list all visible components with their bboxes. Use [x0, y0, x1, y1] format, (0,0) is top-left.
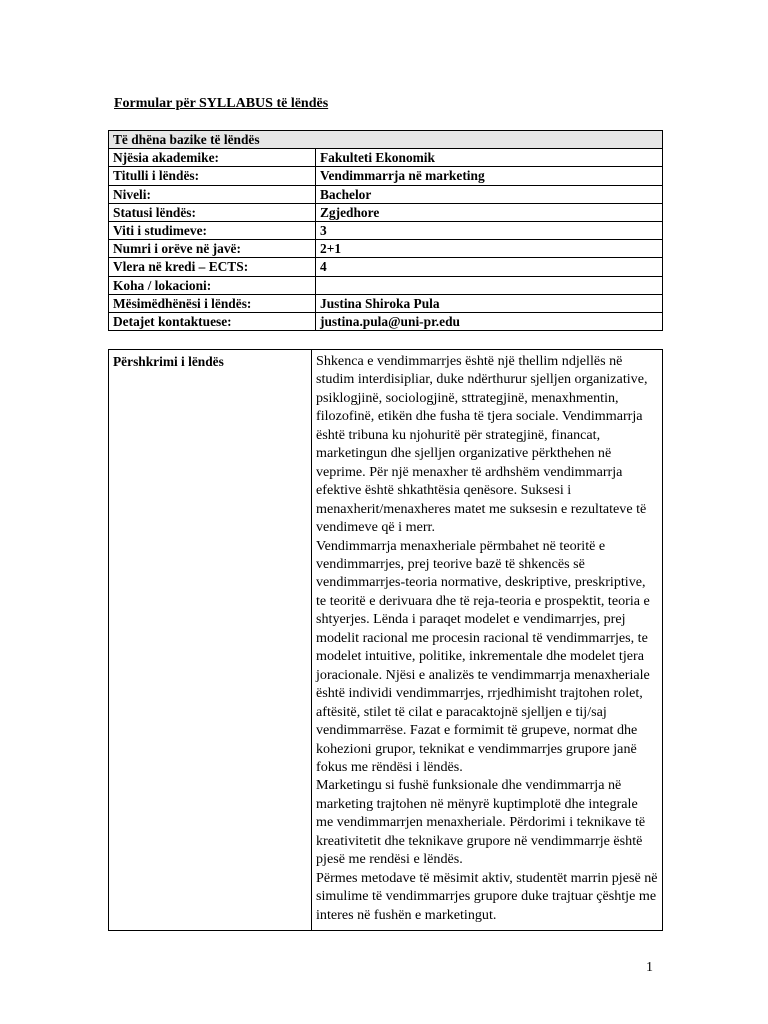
basic-info-header-row [109, 131, 663, 149]
basic-info-row [109, 222, 663, 240]
basic-info-row [109, 313, 663, 331]
field-label: Vlera në kredi – ECTS: [109, 258, 316, 276]
basic-info-row [109, 149, 663, 167]
field-value: Fakulteti Ekonomik [316, 149, 663, 167]
basic-info-row [109, 185, 663, 203]
description-table [108, 349, 663, 931]
page-title: Formular për SYLLABUS të lëndës [114, 96, 329, 111]
basic-info-row [109, 276, 663, 294]
field-value: justina.pula@uni-pr.edu [316, 313, 663, 331]
field-value: 4 [316, 258, 663, 276]
field-value: 2+1 [316, 240, 663, 258]
field-label: Titulli i lëndës: [109, 167, 316, 185]
basic-info-row [109, 167, 663, 185]
description-paragraph: Shkenca e vendimmarrjes është një thellim ndjellës në studim interdisipliar, duke ndërthurur sjelljen organizative, psiklogjinë, sociologjinë, sttrategjinë, menaxhmentin, filozofinë, etikën dhe fusha të tjera sociale. Vendimmarrja është tribuna ku njohuritë për strategjinë, financat, marketingun dhe sjelljen organizative përkthehen në veprime. Për një menaxher të ardhshëm vendimmarrja efektive është shkathtësia qenësore. Suksesi i menaxherit/menaxheres matet me suksesin e rezultateve të vendimeve që i merr. [316, 353, 648, 536]
field-label: Detajet kontaktuese: [109, 313, 316, 331]
field-label: Mësimëdhënësi i lëndës: [109, 294, 316, 312]
field-value: 3 [316, 222, 663, 240]
field-label: Statusi lëndës: [109, 203, 316, 221]
description-label: Përshkrimi i lëndës [109, 350, 312, 931]
field-value: Bachelor [316, 185, 663, 203]
basic-info-header: Të dhëna bazike të lëndës [109, 131, 663, 149]
field-value: Vendimmarrja në marketing [316, 167, 663, 185]
basic-info-row [109, 258, 663, 276]
field-label: Viti i studimeve: [109, 222, 316, 240]
description-paragraph: Marketingu si fushë funksionale dhe vendimmarrja në marketing trajtohen në mënyrë kuptimplotë dhe integrale me vendimmarrjen menaxheriale. Përdorimi i teknikave të kreativitetit dhe teknikave grupore në vendimmarrje është pjesë me rendësi e lëndës. [316, 777, 646, 868]
page-number: 1 [646, 960, 653, 975]
basic-info-row [109, 240, 663, 258]
field-value: Justina Shiroka Pula [316, 294, 663, 312]
field-label: Njësia akademike: [109, 149, 316, 167]
description-paragraph: Përmes metodave të mësimit aktiv, studentët marrin pjesë në simulime të vendimmarrjes grupore duke trajtuar çështje me interes në fushën e marketingut. [316, 869, 658, 923]
basic-info-row [109, 294, 663, 312]
field-label: Niveli: [109, 185, 316, 203]
basic-info-row [109, 203, 663, 221]
field-label: Koha / lokacioni: [109, 276, 316, 294]
description-paragraph: Vendimmarrja menaxheriale përmbahet në teoritë e vendimmarrjes, prej teorive bazë të shkencës së vendimmarrjes-teoria normative, deskriptive, preskriptive, te teoritë e derivuara dhe të reja-teoria e prospektit, teoria e shtyerjes. Lënda i paraqet modelet e vendimarrjes, prej modelit racional me procesin racional të vendimmarrjes, te modelet intuitive, politike, inkrementale dhe modelet tjera joracionale. Njësi e analizës te vendimmarrja menaxheriale është individi vendimmarrjes, rrjedhimisht trajtohen rolet, aftësitë, stilet të cilat e paracaktojnë sjelljen e tij/saj vendimmarrëse. Fazat e formimit të grupeve, normat dhe kohezioni grupor, teknikat e vendimmarrjes grupore janë fokus me rëndësi i lëndës. [316, 537, 650, 775]
description-row [109, 350, 663, 931]
description-text [312, 350, 663, 931]
field-value: Zgjedhore [316, 203, 663, 221]
basic-info-table [108, 130, 663, 331]
field-label: Numri i orëve në javë: [109, 240, 316, 258]
field-value [316, 276, 663, 294]
